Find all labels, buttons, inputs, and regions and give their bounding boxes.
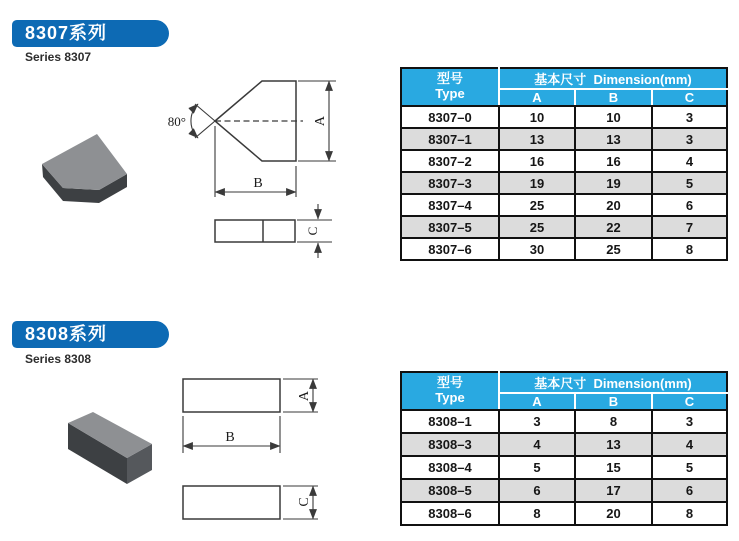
technical-drawing-8307: [150, 62, 350, 267]
dimension-cell: 22: [575, 216, 652, 238]
dimension-cell: 3: [652, 106, 727, 128]
top-view-outline: [183, 379, 280, 412]
type-cell: 8307–5: [401, 216, 499, 238]
dimension-cell: 17: [575, 479, 652, 502]
dimension-cell: 6: [652, 479, 727, 502]
table-row: [401, 106, 727, 128]
dim-label-b: B: [225, 430, 235, 445]
dim-label-c: C: [305, 226, 320, 236]
dimension-cell: 16: [575, 150, 652, 172]
col-header-b: B: [575, 393, 652, 410]
table-row: [401, 216, 727, 238]
dimension-cell: 5: [499, 456, 575, 479]
series-subtitle-8307: Series 8307: [25, 50, 92, 64]
dim-label-a: A: [313, 115, 328, 127]
dim-label-c: C: [297, 497, 312, 507]
table-header-row: [401, 68, 727, 89]
type-cell: 8307–0: [401, 106, 499, 128]
dimension-cell: 13: [575, 433, 652, 456]
dim-label-b: B: [253, 176, 263, 191]
banner-title: 8307系列: [25, 23, 108, 43]
col-header-a: A: [499, 393, 575, 410]
dimension-cell: 8: [652, 238, 727, 260]
dimension-cell: 16: [499, 150, 575, 172]
dimension-cell: 3: [652, 410, 727, 433]
dimension-cell: 5: [652, 172, 727, 194]
dimension-cell: 25: [499, 216, 575, 238]
type-cell: 8308–5: [401, 479, 499, 502]
dimension-cell: 6: [652, 194, 727, 216]
type-cell: 8308–3: [401, 433, 499, 456]
table-row: [401, 128, 727, 150]
dimension-cell: 8: [652, 502, 727, 525]
series-subtitle-8308: Series 8308: [25, 352, 92, 366]
dimension-table-8308: [400, 371, 728, 526]
dimension-cell: 7: [652, 216, 727, 238]
type-cell: 8308–6: [401, 502, 499, 525]
table-row: [401, 238, 727, 260]
col-header-c: C: [652, 393, 727, 410]
dimension-cell: 10: [575, 106, 652, 128]
table-row: [401, 433, 727, 456]
dimension-cell: 25: [499, 194, 575, 216]
dimension-cell: 4: [652, 433, 727, 456]
table-row: [401, 150, 727, 172]
type-cell: 8308–4: [401, 456, 499, 479]
dimension-cell: 8: [499, 502, 575, 525]
dimension-cell: 13: [575, 128, 652, 150]
angle-arc: [191, 104, 198, 138]
technical-drawing-8308: [150, 360, 350, 535]
dimension-cell: 4: [652, 150, 727, 172]
table-header-row: [401, 372, 727, 393]
dimension-table-8307: [400, 67, 728, 261]
dimension-cell: 25: [575, 238, 652, 260]
type-cell: 8307–4: [401, 194, 499, 216]
part-photo-8307: [30, 122, 140, 212]
type-cell: 8307–3: [401, 172, 499, 194]
dimension-cell: 20: [575, 194, 652, 216]
table-row: [401, 502, 727, 525]
type-cell: 8307–1: [401, 128, 499, 150]
type-cell: 8307–2: [401, 150, 499, 172]
series-banner-8308: [12, 321, 169, 348]
type-column-header: 型号 Type: [401, 372, 499, 410]
dimension-column-header: 基本尺寸 Dimension(mm): [499, 68, 727, 89]
banner-title: 8308系列: [25, 324, 108, 344]
dimension-cell: 30: [499, 238, 575, 260]
table-row: [401, 194, 727, 216]
type-column-header: 型号 Type: [401, 68, 499, 106]
dimension-column-header: 基本尺寸 Dimension(mm): [499, 372, 727, 393]
dimension-cell: 19: [499, 172, 575, 194]
part-photo-8308: [45, 400, 165, 495]
angle-extension-lower: [195, 121, 215, 138]
table-row: [401, 410, 727, 433]
dim-label-a: A: [297, 390, 312, 402]
col-header-b: B: [575, 89, 652, 106]
type-cell: 8307–6: [401, 238, 499, 260]
dimension-cell: 10: [499, 106, 575, 128]
dimension-cell: 5: [652, 456, 727, 479]
table-row: [401, 479, 727, 502]
dimension-cell: 15: [575, 456, 652, 479]
table-row: [401, 172, 727, 194]
dimension-cell: 8: [575, 410, 652, 433]
angle-extension-upper: [195, 104, 215, 121]
dimension-cell: 19: [575, 172, 652, 194]
side-view-outline: [215, 220, 295, 242]
table-row: [401, 456, 727, 479]
type-cell: 8308–1: [401, 410, 499, 433]
dimension-cell: 13: [499, 128, 575, 150]
dimension-cell: 6: [499, 479, 575, 502]
col-header-a: A: [499, 89, 575, 106]
side-view-outline: [183, 486, 280, 519]
dimension-cell: 3: [499, 410, 575, 433]
angle-label: 80°: [167, 114, 186, 129]
dimension-cell: 3: [652, 128, 727, 150]
col-header-c: C: [652, 89, 727, 106]
dimension-cell: 20: [575, 502, 652, 525]
series-banner-8307: [12, 20, 169, 47]
dimension-cell: 4: [499, 433, 575, 456]
